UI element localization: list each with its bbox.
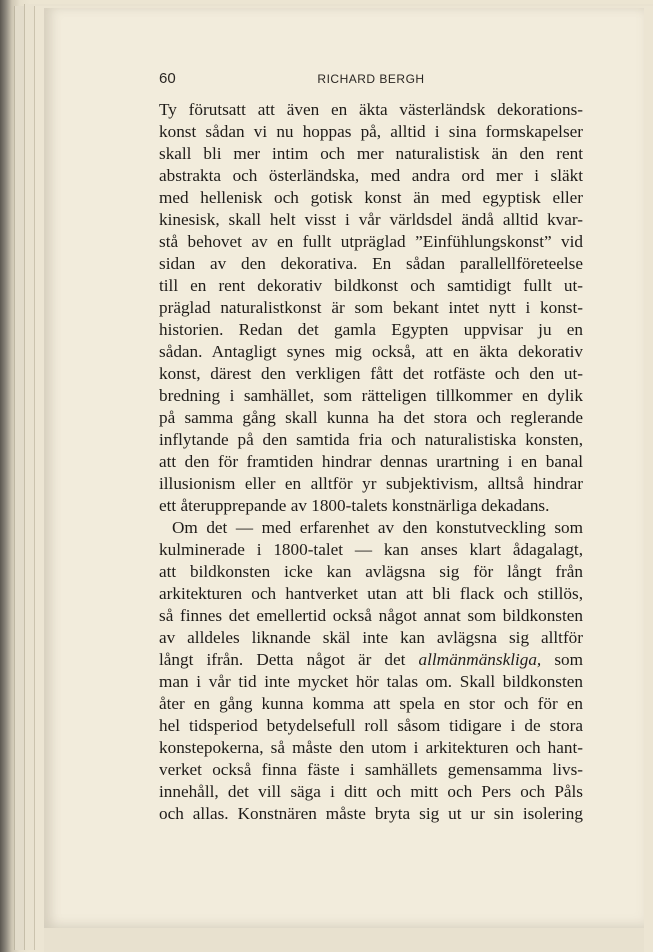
text-line: präglad naturalistkonst är som bekant intet nytt i konst-	[159, 298, 583, 317]
text-segment: som	[554, 650, 583, 669]
text-line: till en rent dekorativ bildkonst och samtidigt fullt ut-	[159, 276, 583, 295]
text-line: verket också finna fäste i samhällets gemensamma livs-	[159, 760, 583, 779]
text-line: arkitekturen och hantverket utan att bli flack och stillös,	[159, 584, 583, 603]
text-line: historien. Redan det gamla Egypten uppvisar ju en	[159, 320, 583, 339]
page-header	[159, 70, 583, 92]
text-line-paragraph-end: ett återupprepande av 1800-talets konstnärliga dekadans.	[159, 496, 550, 515]
text-line: illusionism eller en alltför yr subjektivism, alltså hindrar	[159, 474, 583, 493]
text-line: med hellenisk och gotisk konst än med egyptisk eller	[159, 188, 583, 207]
text-line: skall bli mer intim och mer naturalistisk än den rent	[159, 144, 583, 163]
text-line: abstrakta och österländska, med andra ord mer i släkt	[159, 166, 583, 185]
emphasis-text: allmänmänskliga,	[418, 650, 542, 669]
text-line: på samma gång skall kunna ha det stora och reglerande	[159, 408, 583, 427]
text-line: innehåll, det vill säga i ditt och mitt och Pers och Påls	[159, 782, 583, 801]
text-line: man i vår tid inte mycket hör talas om. Skall bildkonsten	[159, 672, 583, 691]
page-stack-bottom	[44, 928, 644, 952]
text-line: sådan. Antagligt synes mig också, att en äkta dekorativ	[159, 342, 583, 361]
text-line: kulminerade i 1800-talet — kan anses klart ådagalagt,	[159, 540, 583, 559]
text-line: inflytande på den samtida fria och naturalistiska konsten,	[159, 430, 583, 449]
text-line: konst sådan vi nu hoppas på, alltid i sina formskapelser	[159, 122, 583, 141]
text-line: åter en gång kunna komma att spela en stor och för en	[159, 694, 583, 713]
text-line: så finnes det emellertid också något annat som bildkonsten	[159, 606, 583, 625]
text-line-with-emphasis	[159, 649, 583, 671]
running-head: RICHARD BERGH	[317, 72, 425, 86]
text-line: stå behovet av en fullt utpräglad ”Einfühlungskonst” vid	[159, 232, 583, 251]
text-line: kinesisk, skall helt visst i vår världsdel ändå alltid kvar-	[159, 210, 583, 229]
text-line-paragraph-start: Om det — med erfarenhet av den konstutveckling som	[172, 518, 583, 537]
body-text	[159, 99, 583, 825]
text-line: konst, därest den verkligen fått det rotfäste och den ut-	[159, 364, 583, 383]
text-line: av alldeles liknande skäl inte kan avlägsna sig alltför	[159, 628, 583, 647]
text-line: och allas. Konstnären måste bryta sig ut ur sin isolering	[159, 804, 583, 823]
page-number: 60	[159, 70, 176, 87]
text-line: att bildkonsten icke kan avlägsna sig för långt från	[159, 562, 583, 581]
text-line: Ty förutsatt att även en äkta västerländsk dekorations-	[159, 100, 583, 119]
text-line: bredning i samhället, som rätteligen tillkommer en dylik	[159, 386, 583, 405]
text-line: sidan av den dekorativa. En sådan parallellföreteelse	[159, 254, 583, 273]
text-line: konstepokerna, så måste den utom i arkitekturen och hant-	[159, 738, 583, 757]
text-segment: långt ifrån. Detta något är det	[159, 650, 406, 669]
text-line: hel tidsperiod betydelsefull roll såsom tidigare i de stora	[159, 716, 583, 735]
text-line: att den för framtiden hindrar dennas urartning i en banal	[159, 452, 583, 471]
